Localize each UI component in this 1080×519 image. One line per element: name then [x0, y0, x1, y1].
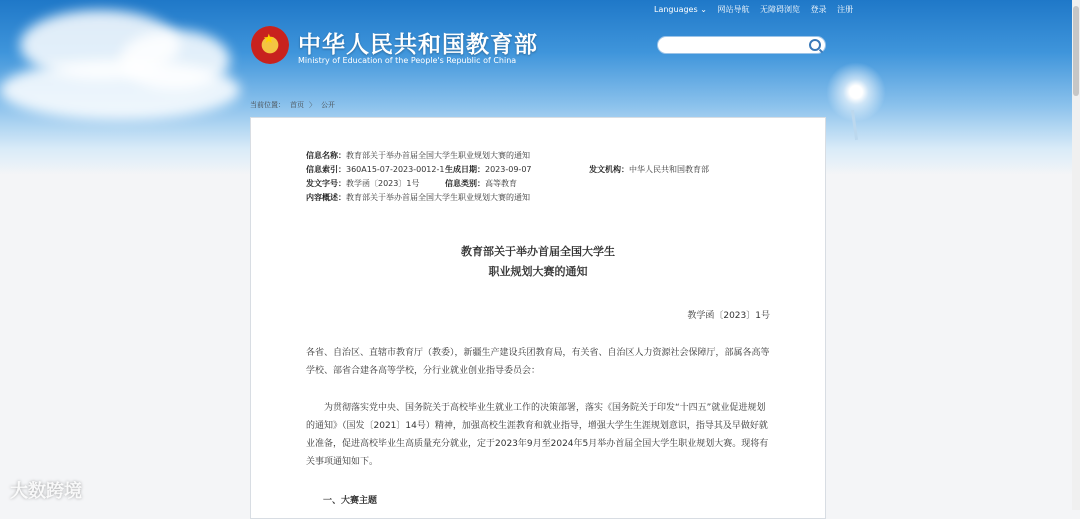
breadcrumb-home[interactable]: 首页: [290, 101, 304, 109]
site-nav-link[interactable]: 网站导航: [717, 5, 750, 14]
info-meta: [306, 149, 709, 205]
register-link[interactable]: 注册: [837, 5, 854, 14]
category-label: 信息类别：: [445, 179, 485, 188]
doc-number: 教学函〔2023〕1号: [687, 311, 770, 321]
docnum-value: 教学函〔2023〕1号: [346, 179, 420, 188]
site-title-en: Ministry of Education of the People's Republic of China: [298, 56, 517, 65]
site-title-cn[interactable]: 中华人民共和国教育部: [298, 32, 538, 58]
cloud-decoration: [0, 60, 240, 120]
date-label: 生成日期：: [445, 165, 485, 174]
category-value: 高等教育: [485, 179, 517, 188]
article-card: [250, 117, 826, 519]
dandelion-decoration: [826, 62, 886, 122]
summary-value: 教育部关于举办首届全国大学生职业规划大赛的通知: [346, 193, 530, 202]
article-title-line1: 教育部关于举办首届全国大学生: [461, 245, 615, 258]
national-emblem-icon: [251, 26, 289, 64]
issuer-value: 中华人民共和国教育部: [629, 165, 709, 174]
section-heading: 一、大赛主题: [323, 496, 378, 506]
breadcrumb: [250, 100, 340, 110]
article-title-line2: 职业规划大赛的通知: [488, 265, 588, 278]
scrollbar[interactable]: [1072, 0, 1080, 510]
breadcrumb-public[interactable]: 公开: [321, 101, 335, 109]
docnum-label: 发文字号：: [306, 179, 346, 188]
login-link[interactable]: 登录: [810, 5, 827, 14]
info-index-value: 360A15-07-2023-0012-1: [346, 165, 445, 174]
recipients-paragraph: 各省、自治区、直辖市教育厅（教委），新疆生产建设兵团教育局，有关省、自治区人力资源社会保障厅，部属各高等学校、部省合建各高等学校，分行业就业创业指导委员会：: [306, 348, 770, 376]
issuer-label: 发文机构：: [589, 165, 629, 174]
top-links: [654, 4, 861, 15]
info-index-label: 信息索引：: [306, 165, 346, 174]
date-value: 2023-09-07: [485, 165, 532, 174]
body-paragraph: 为贯彻落实党中央、国务院关于高校毕业生就业工作的决策部署，落实《国务院关于印发“十四五”就业促进规划的通知》（国发〔2021〕14号）精神，加强高校生涯教育和就业指导，增强大学生生涯规划意识，指导其及早做好就业准备，促进高校毕业生高质量充分就业，定于2023年9月至2024年5月举办首届全国大学生职业规划大赛。现将有关事项通知如下。: [306, 403, 769, 467]
breadcrumb-label: 当前位置：: [250, 101, 285, 109]
info-name-value: 教育部关于举办首届全国大学生职业规划大赛的通知: [346, 151, 530, 160]
info-name-label: 信息名称：: [306, 151, 346, 160]
search-icon[interactable]: [809, 39, 821, 51]
accessibility-link[interactable]: 无障碍浏览: [760, 5, 800, 14]
watermark-logo: 大数跨境: [10, 481, 82, 502]
languages-link[interactable]: Languages ⌄: [654, 5, 707, 14]
summary-label: 内容概述：: [306, 193, 346, 202]
scrollbar-thumb[interactable]: [1073, 6, 1079, 96]
search-input[interactable]: [657, 36, 826, 54]
breadcrumb-separator: 〉: [309, 101, 316, 109]
